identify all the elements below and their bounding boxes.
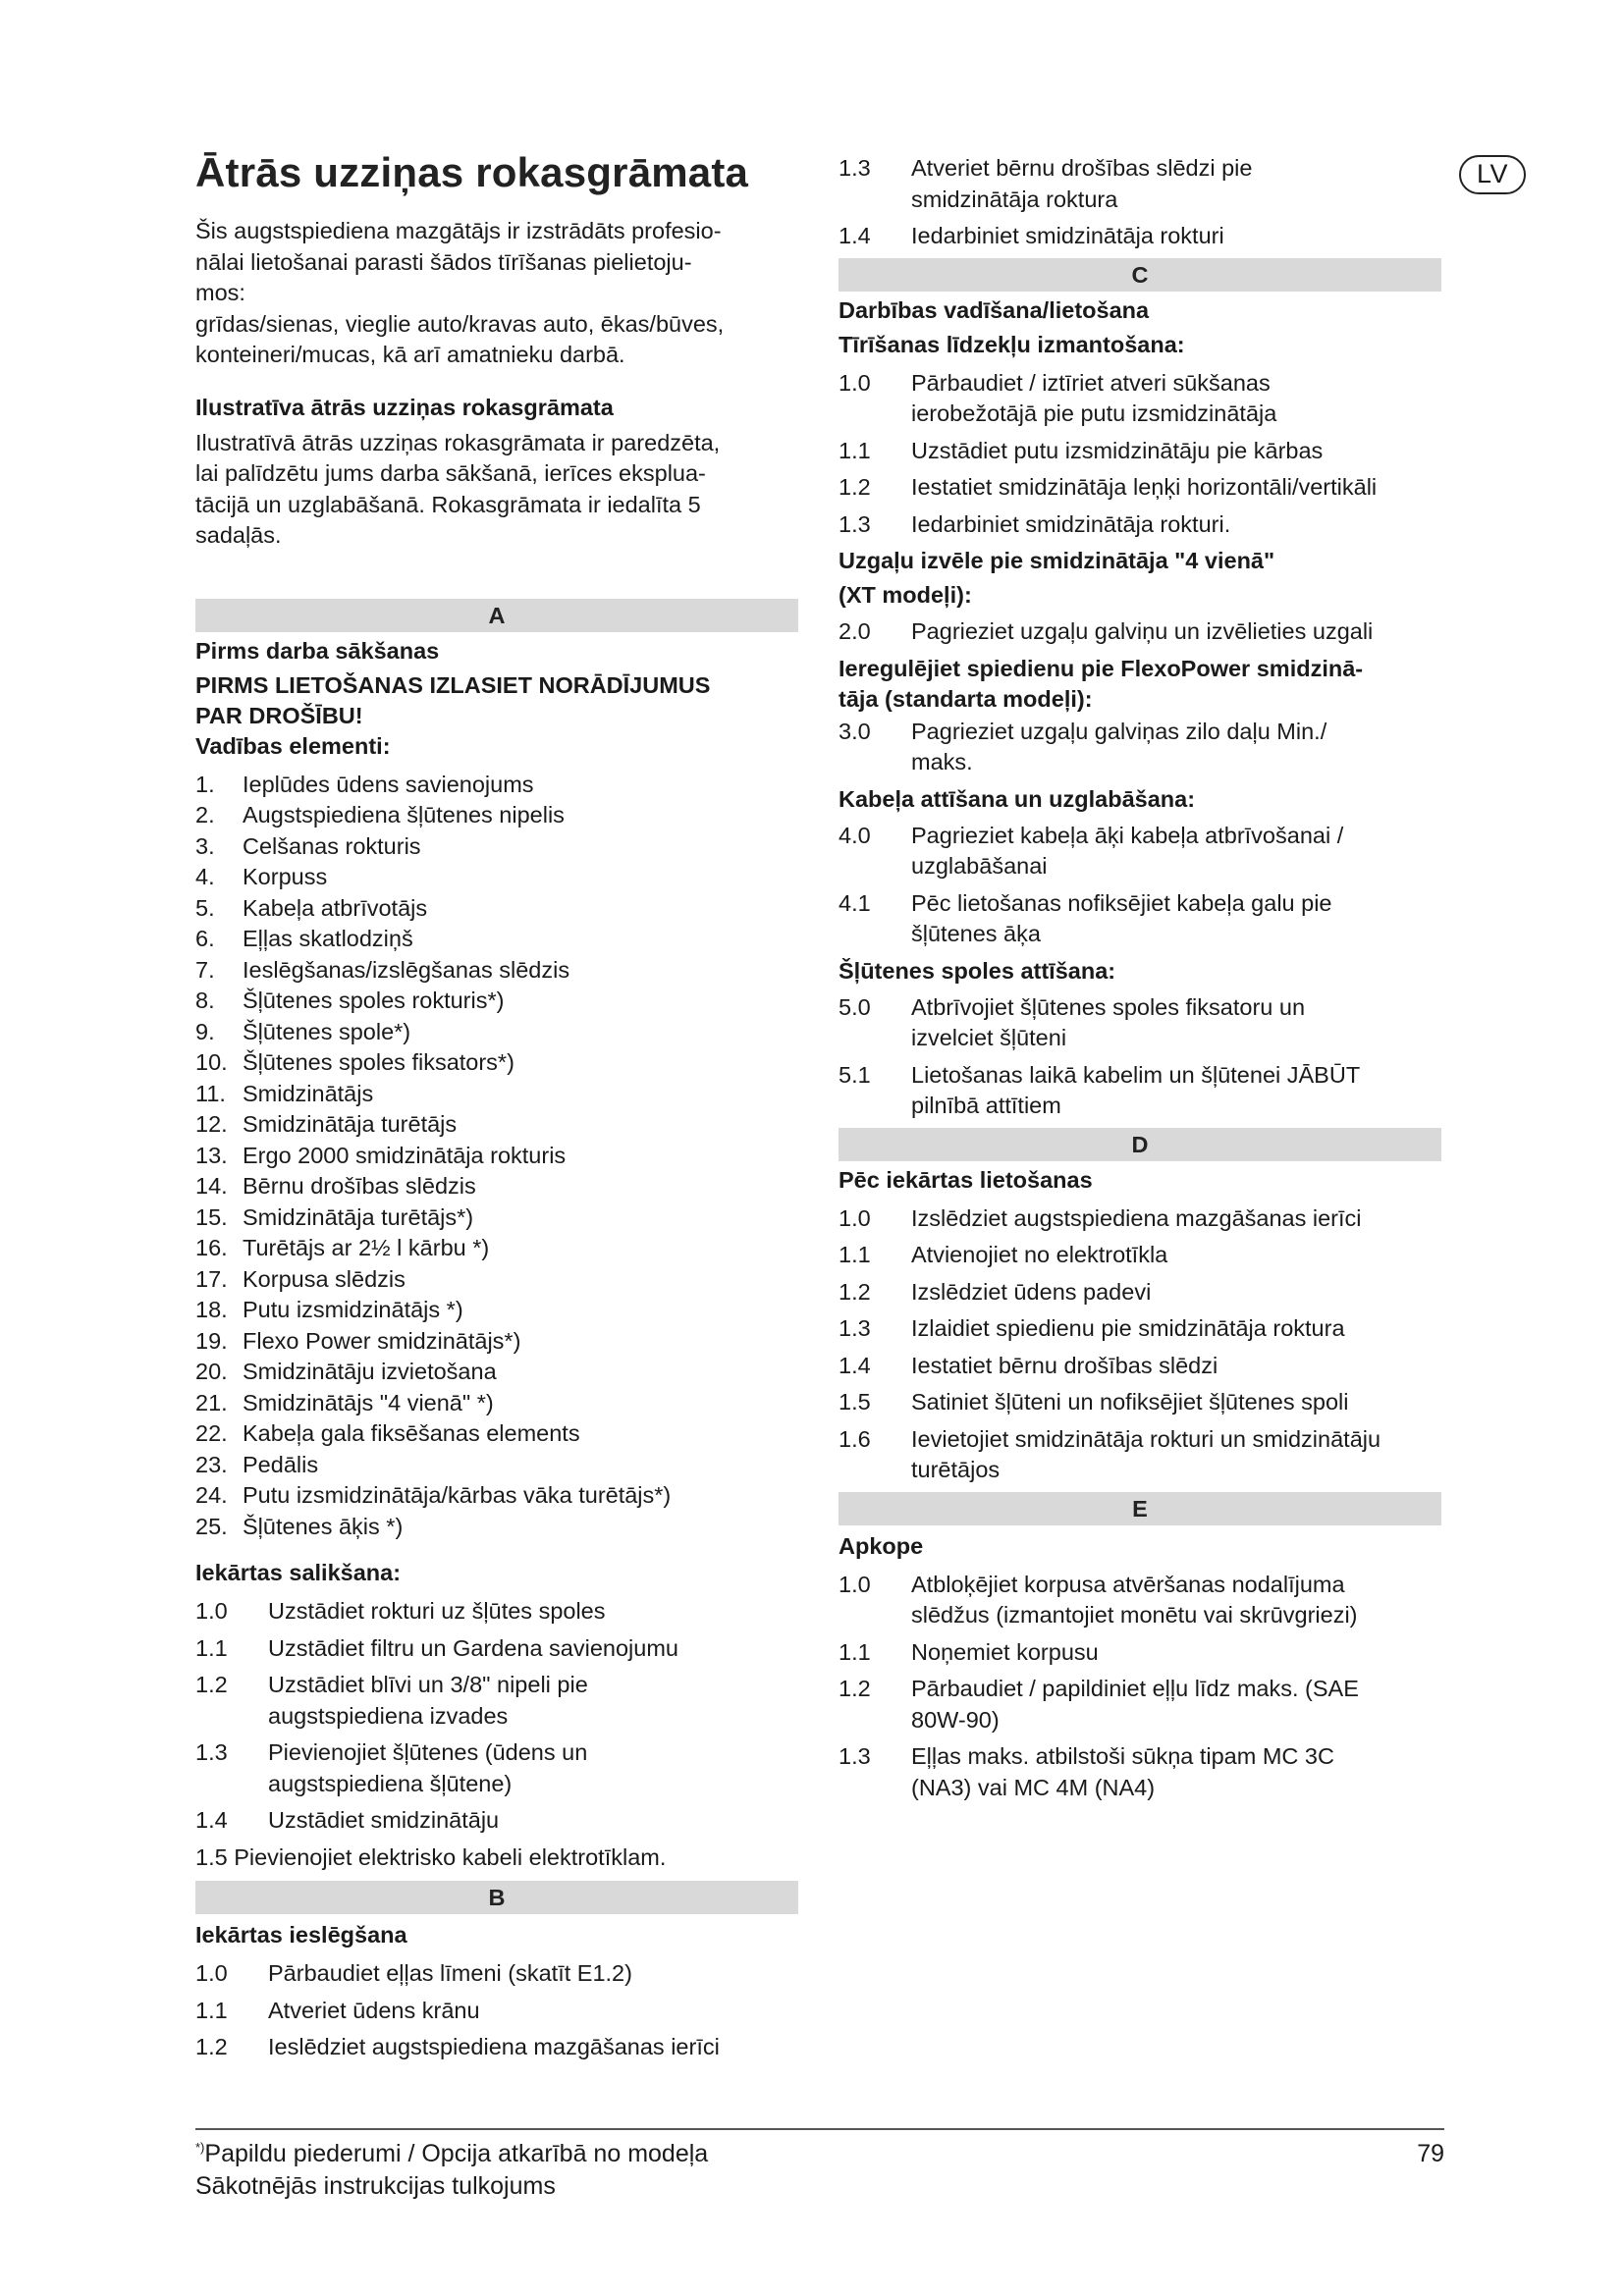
hose-step-text-line: izvelciet šļūteni: [911, 1025, 1067, 1050]
cleaning-step-number: 1.0: [839, 369, 871, 396]
section-b-heading: Iekārtas ieslēgšana: [195, 1922, 407, 1948]
flexo-steps: [839, 717, 1441, 778]
control-element-label: Ieslēgšanas/izslēgšanas slēdzis: [243, 956, 570, 983]
section-d-step-text: [911, 1313, 1441, 1345]
section-b-step-text: [911, 153, 1441, 215]
section-bar-e: E: [839, 1492, 1441, 1525]
section-d-step-number: 1.6: [839, 1425, 871, 1452]
safety-warning-line: PIRMS LIETOŠANAS IZLASIET NORĀDĪJUMUS: [195, 671, 711, 698]
control-element-item: [195, 1109, 798, 1141]
section-b-step-item: [839, 221, 1441, 252]
cleaning-step-number: 1.2: [839, 474, 871, 500]
control-element-label: Bērnu drošības slēdzis: [243, 1173, 476, 1199]
assembly-step-text-line: Uzstādiet rokturi uz šļūtes spoles: [268, 1598, 606, 1624]
control-element-number: 19.: [195, 1327, 228, 1354]
section-e-step-item: [839, 1570, 1441, 1631]
control-element-label: Šļūtenes spoles rokturis*): [243, 988, 505, 1013]
control-element-item: [195, 1480, 798, 1512]
section-d-step-text-line: Izlaidiet spiedienu pie smidzinātāja roktura: [911, 1315, 1345, 1341]
section-b-step-text: [911, 221, 1441, 252]
control-element-label: Pedālis: [243, 1451, 319, 1477]
control-element-number: 11.: [195, 1080, 226, 1106]
hose-step-number: 5.0: [839, 993, 871, 1020]
section-b-step-text: [268, 1996, 798, 2027]
section-d-step-text: [911, 1351, 1441, 1382]
cleaning-step-text: [911, 472, 1441, 504]
cleaning-steps: [839, 368, 1441, 541]
control-element-number: 22.: [195, 1420, 228, 1446]
control-element-label: Korpusa slēdzis: [243, 1265, 406, 1292]
flexo-heading-line: Ieregulējiet spiedienu pie FlexoPower smidzinā-: [839, 655, 1364, 681]
section-b-step-number: 1.4: [839, 223, 871, 248]
hose-step-text-line: pilnībā attītiem: [911, 1093, 1061, 1118]
hose-step-text: [911, 992, 1441, 1054]
cleaning-heading: Tīrīšanas līdzekļu izmantošana:: [839, 331, 1185, 357]
control-element-item: [195, 1264, 798, 1296]
nozzle-step-item: [839, 616, 1441, 648]
section-d-step-text-line: turētājos: [911, 1457, 1001, 1482]
section-e-step-text-line: Noņemiet korpusu: [911, 1638, 1099, 1665]
assembly-step-item: [195, 1805, 798, 1837]
control-element-item: [195, 1079, 798, 1110]
hose-step-text: [911, 1060, 1441, 1122]
illustrated-line: tācijā un uzglabāšanā. Rokasgrāmata ir iedalīta 5: [195, 491, 701, 517]
hose-step-item: [839, 992, 1441, 1054]
section-d-step-text-line: Iestatiet bērnu drošības slēdzi: [911, 1352, 1218, 1378]
control-element-item: [195, 1171, 798, 1202]
section-bar-b: B: [195, 1881, 798, 1914]
assembly-step-text-line: augstspiediena šļūtene): [268, 1770, 513, 1796]
control-element-number: 10.: [195, 1049, 228, 1075]
control-element-number: 12.: [195, 1111, 228, 1137]
cable-step-item: [839, 888, 1441, 950]
intro-paragraph: [195, 216, 798, 371]
cable-steps: [839, 821, 1441, 950]
section-e-step-item: [839, 1674, 1441, 1735]
control-element-item: [195, 800, 798, 831]
control-element-number: 5.: [195, 894, 215, 921]
section-e-steps: [839, 1570, 1441, 1804]
control-element-item: [195, 770, 798, 801]
flexo-heading: [839, 654, 1441, 715]
control-element-number: 15.: [195, 1203, 228, 1230]
control-element-item: [195, 1512, 798, 1543]
section-e-step-text-line: Eļļas maks. atbilstoši sūkņa tipam MC 3C: [911, 1743, 1334, 1769]
assembly-step-text-line: augstspiediena izvades: [268, 1702, 509, 1729]
control-element-label: Ergo 2000 smidzinātāja rokturis: [243, 1142, 567, 1168]
control-element-label: Smidzinātājs: [243, 1080, 374, 1106]
control-element-item: [195, 1326, 798, 1358]
assembly-step-text-line: Uzstādiet smidzinātāju: [268, 1807, 500, 1833]
section-e-step-text: [911, 1674, 1441, 1735]
section-b-step-text: [268, 2032, 798, 2063]
cable-step-number: 4.0: [839, 822, 871, 848]
control-element-number: 16.: [195, 1235, 228, 1260]
control-element-number: 9.: [195, 1018, 215, 1044]
section-d-step-text-line: Atvienojiet no elektrotīkla: [911, 1242, 1168, 1267]
control-element-label: Šļūtenes āķis *): [243, 1513, 404, 1539]
section-d-step-item: [839, 1351, 1441, 1382]
section-e-step-text: [911, 1741, 1441, 1803]
section-e-step-item: [839, 1637, 1441, 1669]
assembly-step-text-line: Pievienojiet šļūtenes (ūdens un: [268, 1739, 588, 1765]
control-element-number: 1.: [195, 771, 215, 797]
assembly-step-item: [195, 1633, 798, 1665]
flexo-step-number: 3.0: [839, 718, 871, 744]
nozzle-step-text: [911, 616, 1441, 648]
page-footer: [195, 2138, 1444, 2203]
illustrated-line: Ilustratīvā ātrās uzziņas rokasgrāmata ir paredzēta,: [195, 429, 721, 455]
section-b-step-number: 1.1: [195, 1997, 228, 2023]
section-d-step-item: [839, 1203, 1441, 1235]
assembly-step-text: [268, 1737, 798, 1799]
assembly-step-text: [268, 1670, 798, 1732]
section-c-heading: Darbības vadīšana/lietošana: [839, 296, 1150, 323]
section-bar-c: C: [839, 258, 1441, 292]
assembly-step-item: [195, 1670, 798, 1732]
section-b-step-item: [195, 2032, 798, 2063]
control-element-label: Celšanas rokturis: [243, 832, 421, 859]
section-e-step-number: 1.2: [839, 1676, 871, 1701]
section-b-step-item: [195, 1958, 798, 1990]
hose-heading: Šļūtenes spoles attīšana:: [839, 957, 1116, 984]
assembly-step-item: [195, 1596, 798, 1628]
section-b-step-text-line: Pārbaudiet eļļas līmeni (skatīt E1.2): [268, 1960, 632, 1986]
cleaning-step-item: [839, 472, 1441, 504]
section-b-steps: [195, 1958, 798, 2063]
control-element-item: [195, 1017, 798, 1048]
control-element-item: [195, 1295, 798, 1326]
control-element-label: Šļūtenes spole*): [243, 1018, 411, 1044]
assembly-step-number: 1.2: [195, 1672, 228, 1697]
assembly-list: [195, 1596, 798, 1837]
section-d-heading: Pēc iekārtas lietošanas: [839, 1166, 1093, 1193]
control-element-item: [195, 986, 798, 1017]
cable-step-text-line: Pagrieziet kabeļa āķi kabeļa atbrīvošanai /: [911, 822, 1344, 848]
language-badge: LV: [1459, 155, 1526, 194]
controls-list: [195, 770, 798, 1543]
control-element-number: 6.: [195, 926, 215, 951]
control-element-label: Kabeļa gala fiksēšanas elements: [243, 1420, 580, 1446]
section-b-step-text-line: Atveriet ūdens krānu: [268, 1997, 480, 2023]
section-b-step-text-line: smidzinātāja roktura: [911, 186, 1118, 212]
control-element-number: 20.: [195, 1359, 228, 1384]
control-element-number: 17.: [195, 1265, 228, 1292]
assembly-heading: Iekārtas salikšana:: [195, 1560, 402, 1585]
section-d-step-text: [911, 1203, 1441, 1235]
section-b-step-text-line: Atveriet bērnu drošības slēdzi pie: [911, 155, 1253, 181]
cleaning-step-item: [839, 436, 1441, 467]
cleaning-step-text: [911, 509, 1441, 541]
assembly-step-text: [268, 1805, 798, 1837]
section-b-step-item: [839, 153, 1441, 215]
flexo-step-text-line: maks.: [911, 749, 973, 774]
assembly-step-item: [195, 1737, 798, 1799]
intro-line: Šis augstspiediena mazgātājs ir izstrādāts profesio-: [195, 218, 722, 243]
cleaning-step-number: 1.3: [839, 510, 871, 537]
cleaning-step-number: 1.1: [839, 437, 871, 463]
section-d-step-number: 1.0: [839, 1204, 871, 1231]
control-element-number: 3.: [195, 832, 215, 859]
nozzle-heading: [839, 546, 1441, 611]
assembly-step-number: 1.0: [195, 1598, 228, 1624]
control-element-item: [195, 1233, 798, 1264]
page-number: 79: [1417, 2140, 1444, 2167]
translation-note: Sākotnējās instrukcijas tulkojums: [195, 2172, 556, 2200]
intro-line: nālai lietošanai parasti šādos tīrīšanas pielietoju-: [195, 248, 692, 275]
section-d-step-text-line: Ievietojiet smidzinātāja rokturi un smidzinātāju: [911, 1425, 1381, 1452]
control-element-label: Turētājs ar 2½ l kārbu *): [243, 1235, 490, 1260]
section-d-step-text: [911, 1424, 1441, 1486]
cable-step-number: 4.1: [839, 889, 871, 916]
cleaning-step-item: [839, 509, 1441, 541]
cleaning-step-item: [839, 368, 1441, 430]
control-element-number: 13.: [195, 1142, 228, 1168]
control-element-item: [195, 955, 798, 987]
section-e-heading: Apkope: [839, 1532, 924, 1559]
section-bar-a: A: [195, 599, 798, 632]
assembly-step-number: 1.4: [195, 1807, 228, 1833]
footnote-mark: *): [195, 2140, 205, 2155]
control-element-number: 25.: [195, 1513, 228, 1539]
cable-step-text: [911, 821, 1441, 882]
section-d-step-text: [911, 1240, 1441, 1271]
control-element-item: [195, 1357, 798, 1388]
footer-divider: [195, 2128, 1444, 2130]
section-b-step-text-line: Iedarbiniet smidzinātāja rokturi: [911, 223, 1224, 248]
section-d-step-number: 1.2: [839, 1278, 871, 1305]
section-d-step-number: 1.3: [839, 1315, 871, 1341]
section-d-step-number: 1.4: [839, 1352, 871, 1378]
flexo-step-text: [911, 717, 1441, 778]
control-element-number: 18.: [195, 1297, 228, 1322]
cable-step-item: [839, 821, 1441, 882]
control-element-number: 2.: [195, 802, 215, 828]
footnote: [195, 2138, 1444, 2170]
assembly-step-number: 1.1: [195, 1634, 228, 1661]
section-d-step-item: [839, 1424, 1441, 1486]
assembly-step-text: [268, 1633, 798, 1665]
illustrated-paragraph: [195, 428, 798, 552]
control-element-item: [195, 1388, 798, 1419]
control-element-number: 4.: [195, 864, 215, 889]
illustrated-line: lai palīdzētu jums darba sākšanā, ierīces eksplua-: [195, 460, 706, 486]
section-e-step-text-line: Pārbaudiet / papildiniet eļļu līdz maks. (SAE: [911, 1676, 1359, 1701]
section-b-step-text-line: Ieslēdziet augstspiediena mazgāšanas ierīci: [268, 2034, 720, 2059]
section-d-step-text-line: Izslēdziet ūdens padevi: [911, 1278, 1152, 1305]
section-d-step-text: [911, 1387, 1441, 1418]
assembly-step-text-line: Uzstādiet filtru un Gardena savienojumu: [268, 1634, 678, 1661]
section-e-step-number: 1.1: [839, 1638, 871, 1665]
assembly-step-text-line: Uzstādiet blīvi un 3/8" nipeli pie: [268, 1672, 588, 1697]
section-bar-d: D: [839, 1128, 1441, 1161]
control-element-item: [195, 1047, 798, 1079]
section-e-step-text-line: 80W-90): [911, 1706, 1000, 1733]
section-d-step-item: [839, 1387, 1441, 1418]
section-d-step-item: [839, 1240, 1441, 1271]
safety-warning-line: PAR DROŠĪBU!: [195, 702, 363, 728]
control-element-number: 8.: [195, 988, 215, 1013]
control-element-item: [195, 1141, 798, 1172]
control-element-item: [195, 924, 798, 955]
section-b-step-number: 1.3: [839, 155, 871, 181]
flexo-heading-line: tāja (standarta modeļi):: [839, 685, 1093, 712]
cable-step-text-line: šļūtenes āķa: [911, 921, 1041, 946]
footnote-text: Papildu piederumi / Opcija atkarībā no modeļa: [204, 2140, 709, 2167]
section-e-step-text-line: slēdžus (izmantojiet monētu vai skrūvgriezi): [911, 1602, 1358, 1628]
cleaning-step-text: [911, 436, 1441, 467]
control-element-number: 23.: [195, 1451, 228, 1477]
control-element-label: Augstspiediena šļūtenes nipelis: [243, 802, 565, 828]
section-b-step-item: [195, 1996, 798, 2027]
section-e-step-number: 1.3: [839, 1743, 871, 1769]
control-element-label: Flexo Power smidzinātājs*): [243, 1327, 521, 1354]
safety-warning: [195, 670, 798, 731]
section-d-step-number: 1.1: [839, 1242, 871, 1267]
flexo-step-text-line: Pagrieziet uzgaļu galviņas zilo daļu Min./: [911, 718, 1327, 744]
control-element-label: Korpuss: [243, 864, 328, 889]
control-element-item: [195, 893, 798, 925]
cable-step-text: [911, 888, 1441, 950]
section-e-step-text-line: Atbloķējiet korpusa atvēršanas nodalījuma: [911, 1571, 1345, 1597]
section-b-step-text: [268, 1958, 798, 1990]
hose-step-text-line: Atbrīvojiet šļūtenes spoles fiksatoru un: [911, 993, 1306, 1020]
section-e-step-item: [839, 1741, 1441, 1803]
nozzle-step-text-line: Pagrieziet uzgaļu galviņu un izvēlieties uzgali: [911, 618, 1374, 644]
control-element-label: Kabeļa atbrīvotājs: [243, 894, 428, 921]
section-e-step-text: [911, 1570, 1441, 1631]
controls-heading: Vadības elementi:: [195, 732, 391, 759]
section-d-step-text: [911, 1277, 1441, 1308]
control-element-item: [195, 831, 798, 863]
nozzle-heading-line: (XT modeļi):: [839, 582, 972, 608]
flexo-step-item: [839, 717, 1441, 778]
section-d-step-number: 1.5: [839, 1389, 871, 1415]
section-a-heading: Pirms darba sākšanas: [195, 637, 440, 664]
cleaning-step-text: [911, 368, 1441, 430]
section-d-step-text-line: Izslēdziet augstspiediena mazgāšanas ierīci: [911, 1204, 1362, 1231]
control-element-label: Smidzinātāja turētājs: [243, 1111, 458, 1137]
control-element-number: 14.: [195, 1173, 228, 1199]
hose-step-text-line: Lietošanas laikā kabelim un šļūtenei JĀBŪT: [911, 1061, 1361, 1088]
section-e-step-text: [911, 1637, 1441, 1669]
left-column: [195, 147, 798, 2069]
control-element-label: Putu izsmidzinātāja/kārbas vāka turētājs*): [243, 1482, 672, 1508]
hose-step-number: 5.1: [839, 1061, 871, 1088]
intro-line: mos:: [195, 280, 245, 305]
section-d-step-text-line: Satiniet šļūteni un nofiksējiet šļūtenes spoli: [911, 1389, 1349, 1415]
control-element-item: [195, 1202, 798, 1234]
nozzle-heading-line: Uzgaļu izvēle pie smidzinātāja "4 vienā": [839, 548, 1275, 573]
section-d-step-item: [839, 1313, 1441, 1345]
hose-step-item: [839, 1060, 1441, 1122]
control-element-number: 7.: [195, 956, 215, 983]
section-d-steps: [839, 1203, 1441, 1486]
control-element-number: 21.: [195, 1389, 228, 1415]
section-b-step-number: 1.2: [195, 2034, 228, 2059]
assembly-step-number: 1.3: [195, 1739, 228, 1765]
cable-step-text-line: Pēc lietošanas nofiksējiet kabeļa galu pie: [911, 889, 1332, 916]
cable-heading: Kabeļa attīšana un uzglabāšana:: [839, 785, 1196, 812]
section-e-step-number: 1.0: [839, 1571, 871, 1597]
control-element-label: Smidzinātājs "4 vienā" *): [243, 1389, 494, 1415]
nozzle-steps: [839, 616, 1441, 648]
nozzle-step-number: 2.0: [839, 618, 871, 644]
illustrated-line: sadaļās.: [195, 522, 282, 548]
cleaning-step-text-line: Iestatiet smidzinātāja leņķi horizontāli/vertikāli: [911, 474, 1378, 500]
assembly-last-step: 1.5 Pievienojiet elektrisko kabeli elektrotīklam.: [195, 1843, 667, 1870]
illustrated-heading: Ilustratīva ātrās uzziņas rokasgrāmata: [195, 394, 614, 420]
cleaning-step-text-line: ierobežotājā pie putu izsmidzinātāja: [911, 400, 1277, 426]
hose-steps: [839, 992, 1441, 1122]
cleaning-step-text-line: Uzstādiet putu izsmidzinātāju pie kārbas: [911, 437, 1324, 463]
section-e-step-text-line: (NA3) vai MC 4M (NA4): [911, 1774, 1156, 1800]
control-element-item: [195, 862, 798, 893]
control-element-number: 24.: [195, 1482, 228, 1508]
control-element-label: Smidzinātāju izvietošana: [243, 1359, 497, 1384]
section-b-step-number: 1.0: [195, 1960, 228, 1986]
control-element-label: Šļūtenes spoles fiksators*): [243, 1049, 514, 1075]
assembly-step-text: [268, 1596, 798, 1628]
right-column: [839, 153, 1441, 1809]
control-element-label: Smidzinātāja turētājs*): [243, 1203, 474, 1230]
control-element-item: [195, 1418, 798, 1450]
control-element-label: Eļļas skatlodziņš: [243, 926, 413, 951]
section-b-steps-continued: [839, 153, 1441, 252]
control-element-label: Ieplūdes ūdens savienojums: [243, 771, 534, 797]
control-element-item: [195, 1450, 798, 1481]
intro-line: grīdas/sienas, vieglie auto/kravas auto, ēkas/būves,: [195, 310, 725, 337]
cleaning-step-text-line: Pārbaudiet / iztīriet atveri sūkšanas: [911, 369, 1271, 396]
section-d-step-item: [839, 1277, 1441, 1308]
intro-line: konteineri/mucas, kā arī amatnieku darbā.: [195, 342, 625, 367]
cleaning-step-text-line: Iedarbiniet smidzinātāja rokturi.: [911, 510, 1231, 537]
cable-step-text-line: uzglabāšanai: [911, 853, 1048, 879]
control-element-label: Putu izsmidzinātājs *): [243, 1297, 463, 1322]
page-title: Ātrās uzziņas rokasgrāmata: [195, 149, 749, 195]
